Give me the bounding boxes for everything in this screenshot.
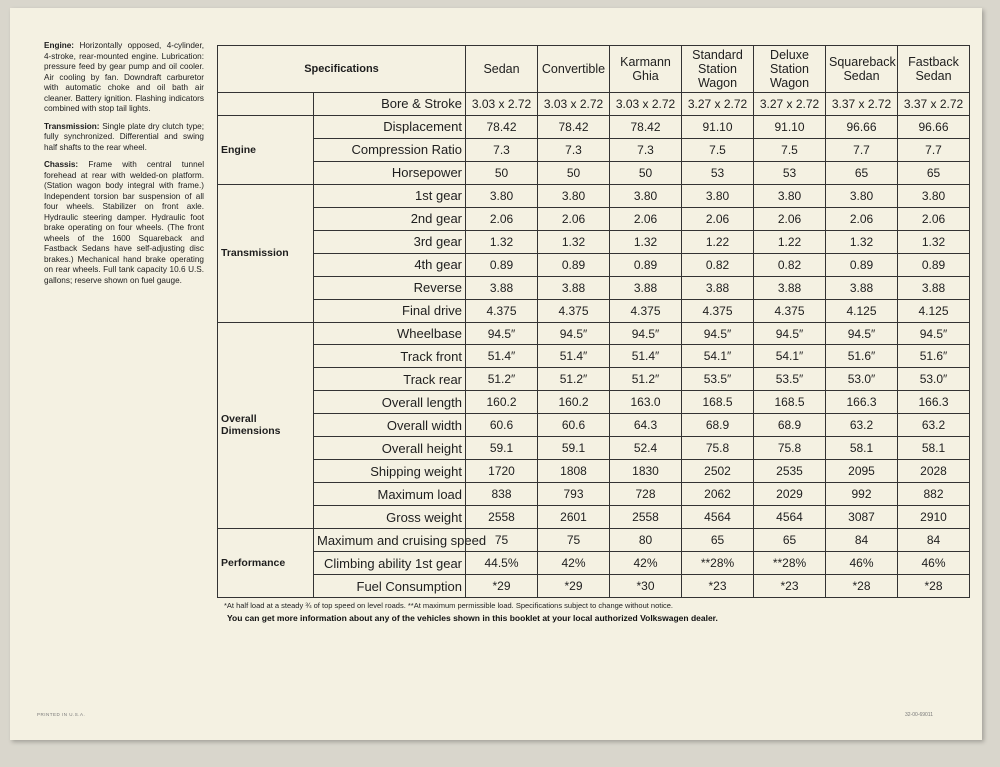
- engine-note-text: Horizontally opposed, 4-cylinder, 4-stroke, rear-mounted engine. Lubrication: pressure feed by gear pump and oil cooler. Air cooling by fan. Downdraft carburetor with automatic choke and oil bath air cleaner. Battery ignition. Flashing indicators combined with stop tail lights.: [44, 41, 205, 113]
- table-cell: 838: [466, 483, 538, 506]
- transmission-note-text: Single plate dry clutch type; fully synchronized. Differential and swing half shafts to the rear wheel.: [44, 121, 205, 152]
- table-cell: 2558: [610, 506, 682, 529]
- table-cell: 96.66: [826, 115, 898, 138]
- table-cell: 51.6″: [898, 345, 970, 368]
- table-cell: 68.9: [754, 414, 826, 437]
- table-cell: 50: [610, 161, 682, 184]
- table-cell: 3.80: [898, 184, 970, 207]
- table-cell: 2.06: [898, 207, 970, 230]
- table-cell: 78.42: [610, 115, 682, 138]
- table-cell: 7.3: [538, 138, 610, 161]
- table-cell: 44.5%: [466, 552, 538, 575]
- footnote-dealer: You can get more information about any of the vehicles shown in this booklet at your local authorized Volkswagen dealer.: [227, 613, 718, 623]
- table-cell: 7.5: [682, 138, 754, 161]
- table-row: [218, 529, 970, 552]
- table-row: [218, 115, 970, 138]
- table-cell: *28: [826, 575, 898, 598]
- table-cell: 60.6: [466, 414, 538, 437]
- table-cell: 84: [898, 529, 970, 552]
- table-cell: 2.06: [538, 207, 610, 230]
- table-cell: 3.03 x 2.72: [610, 93, 682, 116]
- table-cell: 64.3: [610, 414, 682, 437]
- table-cell: 2029: [754, 483, 826, 506]
- row-label: Gross weight: [314, 506, 466, 529]
- table-cell: 51.2″: [610, 368, 682, 391]
- row-label: Overall length: [314, 391, 466, 414]
- table-cell: 728: [610, 483, 682, 506]
- table-cell: 50: [538, 161, 610, 184]
- table-cell: 54.1″: [682, 345, 754, 368]
- row-label: Wheelbase: [314, 322, 466, 345]
- row-label: Final drive: [314, 299, 466, 322]
- chassis-note-heading: Chassis:: [44, 160, 79, 169]
- table-cell: 3.88: [466, 276, 538, 299]
- table-cell: 94.5″: [754, 322, 826, 345]
- specifications-table: [217, 45, 970, 598]
- table-row: [218, 437, 970, 460]
- table-cell: 4.375: [754, 299, 826, 322]
- table-cell: 51.2″: [538, 368, 610, 391]
- chassis-note: [44, 160, 204, 286]
- row-label: 4th gear: [314, 253, 466, 276]
- table-cell: 7.3: [466, 138, 538, 161]
- table-row: [218, 414, 970, 437]
- table-cell: 42%: [538, 552, 610, 575]
- row-label: Overall height: [314, 437, 466, 460]
- row-label: Overall width: [314, 414, 466, 437]
- row-label: Displacement: [314, 115, 466, 138]
- row-label: 3rd gear: [314, 230, 466, 253]
- column-header: [538, 46, 610, 93]
- engine-note-heading: Engine:: [44, 41, 75, 50]
- table-cell: 53: [754, 161, 826, 184]
- table-row: [218, 276, 970, 299]
- column-header-line: Fastback: [908, 55, 959, 69]
- table-cell: 1.22: [682, 230, 754, 253]
- table-cell: 0.89: [898, 253, 970, 276]
- table-cell: 63.2: [826, 414, 898, 437]
- table-row: [218, 575, 970, 598]
- table-cell: 1.32: [538, 230, 610, 253]
- group-label: [218, 93, 314, 116]
- table-cell: 4564: [682, 506, 754, 529]
- table-cell: 2502: [682, 460, 754, 483]
- column-header-line: Station: [698, 62, 737, 76]
- row-label: Bore & Stroke: [314, 93, 466, 116]
- table-cell: 7.3: [610, 138, 682, 161]
- table-cell: 3.88: [826, 276, 898, 299]
- table-cell: 2.06: [682, 207, 754, 230]
- table-cell: 3.03 x 2.72: [538, 93, 610, 116]
- table-cell: 78.42: [466, 115, 538, 138]
- table-row: [218, 207, 970, 230]
- table-row: [218, 93, 970, 116]
- table-cell: 51.6″: [826, 345, 898, 368]
- table-cell: 0.82: [682, 253, 754, 276]
- table-cell: 80: [610, 529, 682, 552]
- table-cell: 53.0″: [826, 368, 898, 391]
- table-cell: 3.88: [682, 276, 754, 299]
- table-cell: *23: [754, 575, 826, 598]
- table-cell: 7.7: [826, 138, 898, 161]
- group-label: Overall Dimensions: [218, 322, 314, 529]
- table-cell: 168.5: [754, 391, 826, 414]
- table-cell: 4.375: [610, 299, 682, 322]
- table-cell: 84: [826, 529, 898, 552]
- table-cell: 2.06: [754, 207, 826, 230]
- table-cell: 3.80: [538, 184, 610, 207]
- table-cell: 78.42: [538, 115, 610, 138]
- group-label: Engine: [218, 115, 314, 184]
- table-row: [218, 322, 970, 345]
- table-cell: 3.37 x 2.72: [826, 93, 898, 116]
- table-row: [218, 483, 970, 506]
- table-cell: 2.06: [610, 207, 682, 230]
- column-header-line: Sedan: [915, 69, 952, 83]
- table-cell: 3.88: [610, 276, 682, 299]
- table-cell: 65: [826, 161, 898, 184]
- table-row: [218, 345, 970, 368]
- row-label: Climbing ability 1st gear: [314, 552, 466, 575]
- table-row: [218, 184, 970, 207]
- table-cell: 3.80: [826, 184, 898, 207]
- table-cell: 3.27 x 2.72: [682, 93, 754, 116]
- table-cell: 1.32: [466, 230, 538, 253]
- table-cell: 992: [826, 483, 898, 506]
- row-label: 1st gear: [314, 184, 466, 207]
- table-cell: 53.0″: [898, 368, 970, 391]
- table-cell: 7.7: [898, 138, 970, 161]
- specifications-header: Specifications: [218, 46, 466, 93]
- table-cell: 0.89: [610, 253, 682, 276]
- specifications-body: [218, 93, 970, 598]
- table-cell: 3.27 x 2.72: [754, 93, 826, 116]
- table-row: [218, 506, 970, 529]
- table-cell: 65: [754, 529, 826, 552]
- column-header-line: Squareback: [829, 55, 896, 69]
- table-cell: **28%: [754, 552, 826, 575]
- table-cell: 91.10: [682, 115, 754, 138]
- group-label: Transmission: [218, 184, 314, 322]
- table-cell: 46%: [898, 552, 970, 575]
- row-label: Track rear: [314, 368, 466, 391]
- table-row: [218, 161, 970, 184]
- row-label: Reverse: [314, 276, 466, 299]
- column-header: [610, 46, 682, 93]
- table-cell: 160.2: [538, 391, 610, 414]
- column-header-line: Ghia: [632, 69, 659, 83]
- table-cell: 1.32: [898, 230, 970, 253]
- table-cell: 0.89: [466, 253, 538, 276]
- table-cell: 2910: [898, 506, 970, 529]
- table-cell: 793: [538, 483, 610, 506]
- table-cell: *28: [898, 575, 970, 598]
- table-cell: 4.375: [682, 299, 754, 322]
- table-row: [218, 368, 970, 391]
- row-label: Maximum and cruising speed: [314, 529, 466, 552]
- table-cell: 53.5″: [754, 368, 826, 391]
- table-cell: 7.5: [754, 138, 826, 161]
- printed-in-usa: PRINTED IN U.S.A.: [37, 712, 86, 717]
- table-cell: *23: [682, 575, 754, 598]
- table-cell: 2062: [682, 483, 754, 506]
- table-cell: 65: [682, 529, 754, 552]
- table-cell: 94.5″: [826, 322, 898, 345]
- form-code: 32-00-69011: [905, 712, 933, 718]
- row-label: Maximum load: [314, 483, 466, 506]
- table-cell: *30: [610, 575, 682, 598]
- column-header-line: Karmann: [620, 55, 671, 69]
- table-row: [218, 460, 970, 483]
- table-cell: 3.03 x 2.72: [466, 93, 538, 116]
- table-cell: 166.3: [826, 391, 898, 414]
- table-cell: 1.32: [610, 230, 682, 253]
- table-cell: 75: [466, 529, 538, 552]
- table-cell: 63.2: [898, 414, 970, 437]
- table-cell: 2.06: [466, 207, 538, 230]
- row-label: Shipping weight: [314, 460, 466, 483]
- table-cell: 1.32: [826, 230, 898, 253]
- column-header-line: Station: [770, 62, 809, 76]
- table-cell: 3.88: [538, 276, 610, 299]
- table-row: [218, 552, 970, 575]
- column-header: [898, 46, 970, 93]
- table-cell: 75.8: [754, 437, 826, 460]
- table-cell: 0.82: [754, 253, 826, 276]
- table-cell: 882: [898, 483, 970, 506]
- table-cell: 3.80: [682, 184, 754, 207]
- table-cell: 53: [682, 161, 754, 184]
- table-cell: 3087: [826, 506, 898, 529]
- table-cell: 58.1: [898, 437, 970, 460]
- column-header: [682, 46, 754, 93]
- table-cell: 94.5″: [466, 322, 538, 345]
- table-cell: *29: [466, 575, 538, 598]
- table-cell: 1808: [538, 460, 610, 483]
- table-cell: 51.2″: [466, 368, 538, 391]
- table-cell: *29: [538, 575, 610, 598]
- table-cell: 0.89: [538, 253, 610, 276]
- column-header-line: Convertible: [541, 62, 606, 76]
- table-cell: 75: [538, 529, 610, 552]
- table-cell: 75.8: [682, 437, 754, 460]
- table-row: [218, 230, 970, 253]
- row-label: Horsepower: [314, 161, 466, 184]
- table-cell: 2558: [466, 506, 538, 529]
- table-cell: 3.80: [610, 184, 682, 207]
- table-cell: 54.1″: [754, 345, 826, 368]
- table-cell: 4.375: [466, 299, 538, 322]
- table-cell: 168.5: [682, 391, 754, 414]
- table-cell: 2095: [826, 460, 898, 483]
- table-cell: 166.3: [898, 391, 970, 414]
- table-cell: 50: [466, 161, 538, 184]
- transmission-note-heading: Transmission:: [44, 121, 100, 131]
- table-cell: 4564: [754, 506, 826, 529]
- table-cell: 51.4″: [610, 345, 682, 368]
- table-cell: 163.0: [610, 391, 682, 414]
- table-cell: 1.22: [754, 230, 826, 253]
- column-header: [754, 46, 826, 93]
- column-header-line: Standard: [692, 48, 743, 62]
- column-header-line: Sedan: [483, 62, 520, 76]
- table-cell: 58.1: [826, 437, 898, 460]
- table-cell: 91.10: [754, 115, 826, 138]
- column-header-line: Sedan: [843, 69, 880, 83]
- table-row: [218, 299, 970, 322]
- table-cell: 160.2: [466, 391, 538, 414]
- table-cell: 2601: [538, 506, 610, 529]
- table-cell: 59.1: [538, 437, 610, 460]
- transmission-note: [44, 122, 204, 154]
- table-cell: 96.66: [898, 115, 970, 138]
- table-row: [218, 253, 970, 276]
- table-cell: 59.1: [466, 437, 538, 460]
- table-cell: 65: [898, 161, 970, 184]
- table-cell: 4.125: [826, 299, 898, 322]
- table-cell: 0.89: [826, 253, 898, 276]
- table-row: [218, 138, 970, 161]
- row-label: 2nd gear: [314, 207, 466, 230]
- column-header: [466, 46, 538, 93]
- table-row: [218, 391, 970, 414]
- group-label: Performance: [218, 529, 314, 598]
- table-cell: 3.80: [754, 184, 826, 207]
- row-label: Track front: [314, 345, 466, 368]
- table-cell: 94.5″: [538, 322, 610, 345]
- table-cell: 94.5″: [898, 322, 970, 345]
- table-cell: 4.125: [898, 299, 970, 322]
- table-cell: 4.375: [538, 299, 610, 322]
- table-cell: 60.6: [538, 414, 610, 437]
- table-cell: 3.37 x 2.72: [898, 93, 970, 116]
- table-cell: 1720: [466, 460, 538, 483]
- table-cell: 52.4: [610, 437, 682, 460]
- table-cell: 2028: [898, 460, 970, 483]
- table-cell: 3.88: [898, 276, 970, 299]
- column-header-line: Wagon: [769, 76, 810, 90]
- table-cell: 2535: [754, 460, 826, 483]
- table-cell: 2.06: [826, 207, 898, 230]
- table-cell: **28%: [682, 552, 754, 575]
- row-label: Compression Ratio: [314, 138, 466, 161]
- engine-note: [44, 41, 204, 115]
- table-cell: 94.5″: [610, 322, 682, 345]
- table-cell: 51.4″: [466, 345, 538, 368]
- table-cell: 46%: [826, 552, 898, 575]
- table-cell: 3.88: [754, 276, 826, 299]
- table-cell: 68.9: [682, 414, 754, 437]
- table-cell: 1830: [610, 460, 682, 483]
- chassis-note-text: Frame with central tunnel forehead at rear with welded-on platform. (Station wagon body integral with frame.) Independent torsion bar suspension of all four wheels. Stabilizer on front axle. Hydraulic steering damper. Hydraulic foot brake operating on four wheels. (The front wheels of the 1600 Squareback and Fastback Sedans have self-adjusting disc brakes.) Mechanical hand brake operating on rear wheels. Full tank capacity 10.6 U.S. gallons; reserve shown on fuel gauge.: [44, 160, 205, 285]
- table-cell: 3.80: [466, 184, 538, 207]
- table-cell: 51.4″: [538, 345, 610, 368]
- table-cell: 94.5″: [682, 322, 754, 345]
- column-header: [826, 46, 898, 93]
- header-row: [218, 46, 970, 93]
- column-header-line: Deluxe: [770, 48, 809, 62]
- footnote-asterisks: *At half load at a steady ¾ of top speed on level roads. **At maximum permissible load. Specifications subject to change without notice.: [224, 601, 674, 610]
- sidebar-notes: [44, 41, 204, 293]
- column-header-line: Wagon: [697, 76, 738, 90]
- row-label: Fuel Consumption: [314, 575, 466, 598]
- table-cell: 42%: [610, 552, 682, 575]
- table-cell: 53.5″: [682, 368, 754, 391]
